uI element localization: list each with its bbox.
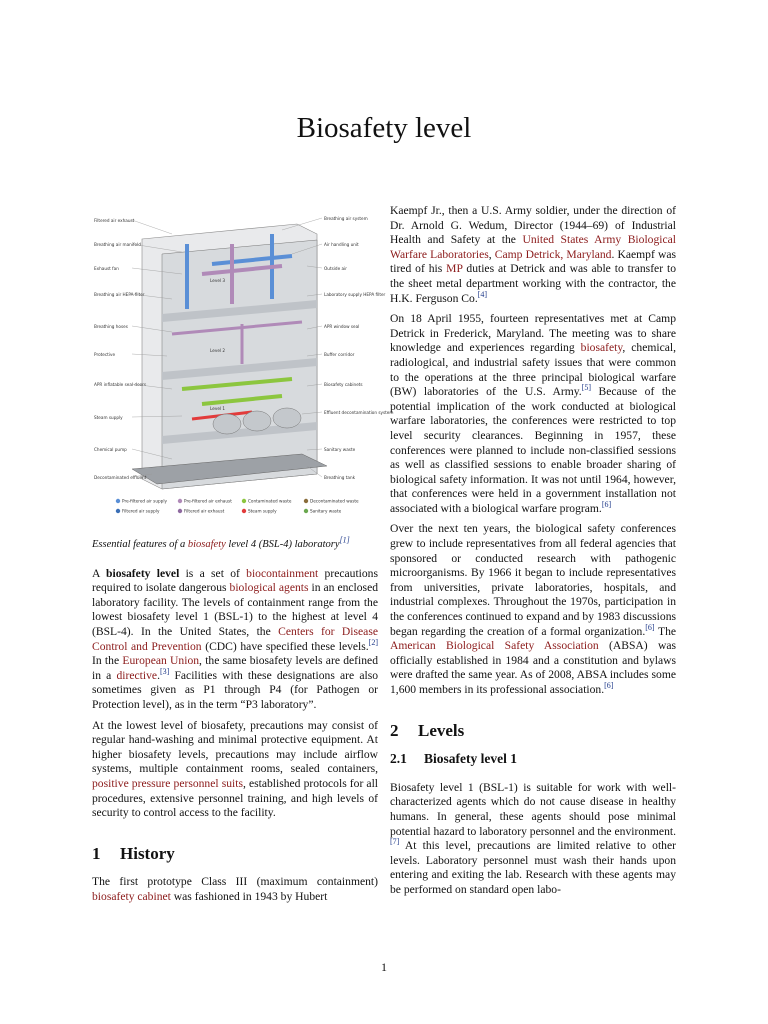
history-paragraph: The first prototype Class III (maximum containment) biosafety cabinet was fashioned in 1943 by Hubert (92, 875, 378, 903)
page-title: Biosafety level (296, 112, 472, 144)
link-biocontainment[interactable]: biocontainment (246, 566, 319, 580)
legend-label: Pre-filtered air exhaust (184, 498, 232, 504)
history-continued-paragraph: Kaempf Jr., then a U.S. Army soldier, under the direction of Dr. Arnold G. Wedum, Director (1944–69) of Industrial Health and Safety at the United States Army Biological Warfare Laboratories, Camp Detrick, Maryland. Kaempf was tired of his MP duties at Detrick and was able to transfer to the sheet metal department working with the contractor, the H.K. Ferguson Co.[4] (390, 204, 676, 305)
caption-link[interactable]: biosafety (187, 539, 226, 550)
callout-label: Breathing air system (324, 216, 368, 221)
callout-label: Breathing hoses (94, 324, 128, 329)
precautions-paragraph: At the lowest level of biosafety, precautions may consist of regular hand-washing and minimal protective equipment. At higher biosafety levels, precautions may include airflow systems, multiple containment rooms, sealed containers, positive pressure personnel suits, established protocols for all procedures, extensive personnel training, and high levels of security to control access to the facility. (92, 718, 379, 820)
bsl4-lab-illustration (92, 204, 394, 534)
left-column (92, 200, 394, 910)
link-european-union[interactable]: European Union (122, 654, 200, 668)
figure-legend (116, 499, 359, 514)
link-directive[interactable]: directive (116, 668, 158, 682)
link-biosafety-cabinet[interactable]: biosafety cabinet (92, 889, 171, 903)
level-label: Level 1 (210, 406, 226, 411)
callout-label: Buffer corridor (324, 352, 355, 357)
conferences-paragraph: Over the next ten years, the biological safety conferences grew to include representatives from all federal agencies that sponsored or conducted research with pathogenic microorganisms. By 1966 it began to include representatives from universities, private laboratories, hospitals, and industrial complexes. Throughout the 1970s, participation in the conferences continued to expand and by 1983 discussions began regarding the creation of a formal organization.[6] The American Biological Safety Association (ABSA) was officially established in 1984 and a constitution and bylaws were drafted the same year. As of 2008, ABSA includes some 1,600 members in its professional association.[6] (390, 522, 677, 696)
ref-link[interactable]: [2] (368, 637, 378, 647)
level-label: Level 2 (210, 348, 226, 353)
subsection-heading-bsl1: 2.1 Biosafety level 1 (390, 751, 517, 767)
legend-label: Sanitary waste (310, 508, 342, 514)
ref-link[interactable]: [7] (390, 837, 400, 847)
left-callouts (94, 218, 147, 480)
legend-label: Contaminated waste (248, 498, 292, 504)
decon-tank (213, 414, 241, 434)
right-column (390, 204, 676, 904)
figure-caption: Essential features of a biosafety level 4 (BSL-4) laboratory[1] (92, 535, 350, 550)
legend-label: Pre-filtered air supply (122, 498, 167, 504)
legend-label: Filtered air supply (122, 508, 160, 514)
callout-label: Filtered air exhaust (94, 218, 135, 223)
ref-link[interactable]: [3] (159, 666, 170, 676)
callout-label: Breathing air HEPA filter (94, 292, 145, 297)
callout-label: Air handling unit (324, 242, 359, 247)
ref-link[interactable]: [6] (601, 500, 612, 510)
section-heading-history: 1 History (92, 843, 175, 863)
callout-label: Exhaust fan (94, 266, 119, 271)
link-mp[interactable]: MP (446, 262, 463, 276)
callout-label: Breathing tank (324, 475, 356, 480)
link-army-bio-labs[interactable]: United States Army Biological Warfare Laboratories (390, 233, 676, 261)
level-label: Level 3 (210, 278, 226, 283)
link-positive-pressure-suits[interactable]: positive pressure personnel suits (92, 776, 243, 790)
callout-label: Effluent decontamination system (324, 410, 394, 415)
ref-link[interactable]: [6] (645, 622, 655, 632)
callout-label: Decontaminated effluent (94, 475, 147, 480)
callout-label: Steam supply (94, 415, 123, 420)
legend-label: Filtered air exhaust (184, 508, 225, 514)
ref-link[interactable]: [4] (477, 289, 488, 299)
callout-label: Protective (94, 352, 116, 357)
link-biological-agents[interactable]: biological agents (229, 581, 309, 595)
link-absa[interactable]: American Biological Safety Association (390, 639, 599, 653)
legend-label: Decontaminated waste (310, 498, 359, 504)
link-camp-detrick[interactable]: Camp Detrick, Maryland (494, 247, 612, 261)
section-heading-levels: 2 Levels (390, 720, 465, 740)
callout-label: Chemical pump (94, 447, 127, 452)
callout-label: Breathing air manifold (94, 242, 141, 247)
legend-label: Steam supply (248, 508, 277, 514)
intro-paragraph: A biosafety level is a set of biocontainment precautions required to isolate dangerous biological agents in an enclosed laboratory facility. The levels of containment range from the lowest biosafety level 1 (BSL-1) to the highest at level 4 (BSL-4). In the United States, the Centers for Disease Control and Prevention (CDC) have specified these levels.[2] In the European Union, the same biosafety levels are defined in a directive.[3] Facilities with these designations are also sometimes given as P1 through P4 (for Pathogen or Protection level), as in the term “P3 laboratory”. (92, 566, 379, 711)
callout-label: Biosafety cabinets (324, 382, 363, 387)
lab-diagram (92, 204, 394, 534)
ref-link[interactable]: [6] (604, 681, 614, 691)
link-biosafety[interactable]: biosafety (580, 341, 623, 355)
callout-label: Laboratory supply HEPA filter (324, 292, 386, 297)
page-number: 1 (381, 960, 387, 974)
ref-link[interactable]: [5] (581, 383, 592, 393)
callout-label: APR window seal (324, 324, 360, 329)
link-cdc[interactable]: Centers for Disease Control and Prevention (92, 624, 378, 653)
callout-label: Sanitary waste (324, 447, 356, 452)
right-callouts (324, 216, 393, 480)
callout-label: Outside air (324, 266, 347, 271)
ref-link[interactable]: [1] (339, 535, 350, 545)
bsl1-paragraph: Biosafety level 1 (BSL-1) is suitable for work with well-characterized agents which do not cause disease in healthy humans. In general, these agents should pose minimal potential hazard to laboratory personnel and the environment.[7] At this level, precautions are limited relative to other levels. Laboratory personnel must wash their hands upon entering and exiting the lab. Research with these agents may be performed on standard open labo- (390, 780, 676, 896)
callout-label: APR inflatable seal doors (94, 382, 147, 387)
meeting-paragraph: On 18 April 1955, fourteen representatives met at Camp Detrick in Frederick, Maryland. The meeting was to share knowledge and experiences regarding biosafety, chemical, radiological, and industrial safety issues that were common to the operations at the three principal biological warfare (BW) laboratories of the U.S. Army.[5] Because of the potential implication of the work conducted at biological warfare laboratories, the conferences were restricted to top level security clearances. Beginning in 1957, these conferences were planned to include non-classified sessions as well as classified sessions to enable broader sharing of biological safety information. It was not until 1964, however, that conferences were held in a government installation not associated with a biological warfare program.[6] (390, 312, 676, 515)
legend-swatch (116, 499, 120, 503)
